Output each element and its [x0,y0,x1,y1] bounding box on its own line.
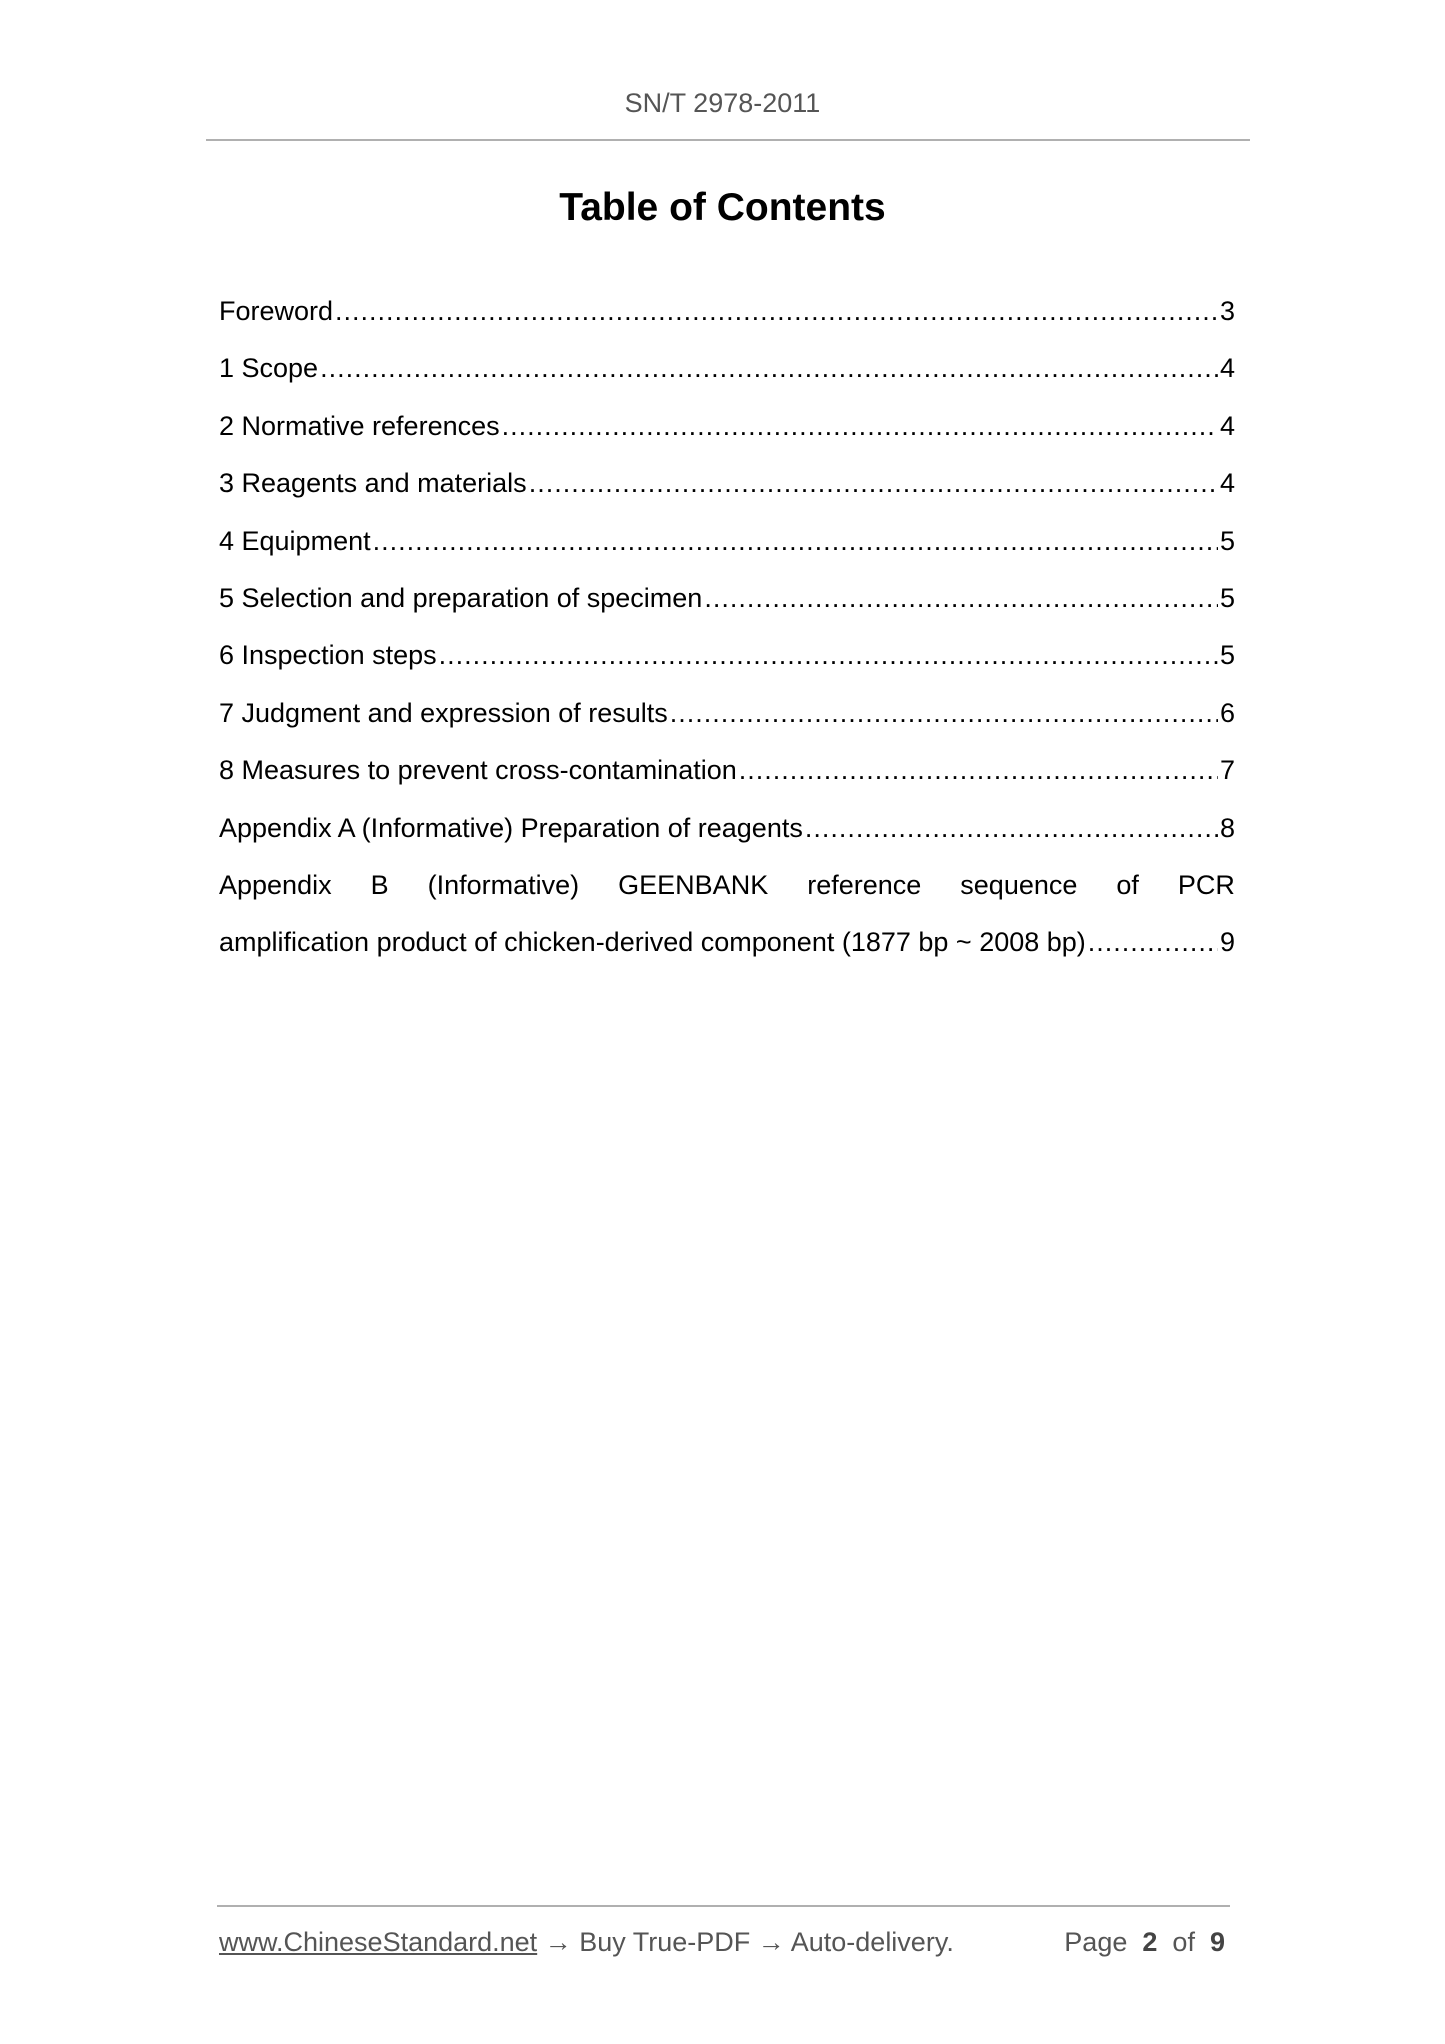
toc-entry-appendix-b-line1[interactable] [219,870,1235,927]
word: Appendix [219,869,332,900]
toc-entry[interactable] [219,296,1235,353]
toc-entry[interactable] [219,411,1235,468]
toc-label: 3 Reagents and materials [219,468,527,499]
toc-entry[interactable] [219,698,1235,755]
toc-page-number: 8 [1219,812,1235,843]
word: GEENBANK [618,869,769,900]
toc-label: 6 Inspection steps [219,640,437,671]
word: PCR [1177,869,1235,900]
toc-page-number: 6 [1219,697,1235,728]
page-word: Page [1064,1927,1128,1957]
footer [219,1927,1225,1958]
header-divider [206,139,1250,141]
current-page: 2 [1142,1927,1158,1957]
toc-label: Appendix A (Informative) Preparation of reagents [219,812,803,843]
toc-page-number: 4 [1219,353,1235,384]
dot-leader [529,468,1218,499]
dot-leader [320,353,1218,384]
toc-label: 4 Equipment [219,525,371,556]
dot-leader [739,755,1218,786]
table-of-contents [219,296,1235,985]
toc-page-number: 4 [1219,410,1235,441]
toc-page-number: 5 [1219,582,1235,613]
total-pages: 9 [1209,1927,1225,1957]
toc-entry[interactable] [219,526,1235,583]
word: reference [807,869,922,900]
toc-entry-appendix-b-line2[interactable] [219,927,1235,984]
word: B [370,869,389,900]
page-indicator [1064,1927,1225,1958]
dot-leader [704,583,1218,614]
promo-text: → Buy True-PDF → Auto-delivery. [537,1927,954,1957]
dot-leader [1088,927,1218,958]
toc-label: 7 Judgment and expression of results [219,697,668,728]
toc-entry[interactable] [219,813,1235,870]
dot-leader [805,813,1218,844]
word: sequence [960,869,1078,900]
toc-page-number: 3 [1219,296,1235,326]
page-title: Table of Contents [559,186,886,229]
toc-label: 8 Measures to prevent cross-contamination [219,755,737,786]
footer-promo [219,1927,954,1958]
running-header: SN/T 2978-2011 [624,88,821,118]
dot-leader [502,411,1218,442]
toc-page-number: 7 [1219,755,1235,786]
dot-leader [373,526,1218,557]
toc-entry[interactable] [219,583,1235,640]
dot-leader [335,296,1218,327]
footer-divider [217,1905,1230,1907]
toc-page-number: 4 [1219,468,1235,499]
word: (Informative) [427,869,580,900]
toc-entry[interactable] [219,640,1235,697]
dot-leader [670,698,1218,729]
of-word: of [1172,1927,1195,1957]
toc-entry[interactable] [219,755,1235,812]
word: of [1116,869,1139,900]
toc-label: Foreword [219,296,334,326]
toc-page-number: 5 [1219,525,1235,556]
website-link[interactable]: www.ChineseStandard.net [219,1927,538,1957]
toc-label: 5 Selection and preparation of specimen [219,582,703,613]
toc-page-number: 5 [1219,640,1235,671]
toc-label: 1 Scope [219,353,319,384]
toc-entry[interactable] [219,468,1235,525]
toc-label: 2 Normative references [219,410,500,441]
dot-leader [439,640,1218,671]
toc-entry[interactable] [219,353,1235,410]
toc-page-number: 9 [1219,927,1235,958]
toc-label: amplification product of chicken-derived component (1877 bp ~ 2008 bp) [219,927,1086,958]
